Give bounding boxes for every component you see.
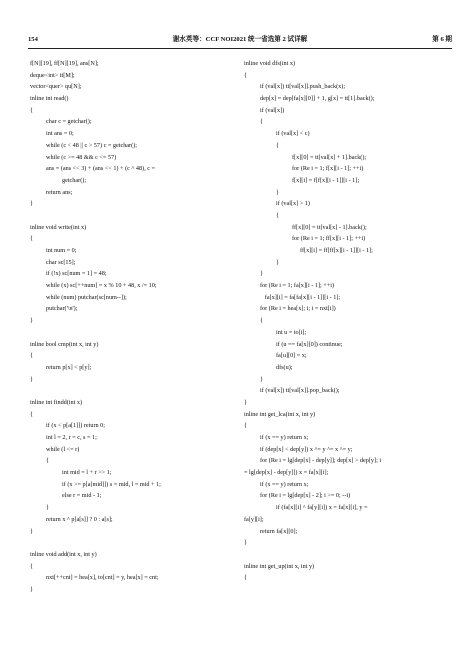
code-line: nxt[++cnt] = hea[x], to[cnt] = y, hea[x] = cnt;	[46, 574, 159, 582]
code-line: return p[x] < p[y];	[46, 363, 92, 371]
code-line: return x ^ p[a[s]] ? 0 : a[s];	[46, 515, 113, 523]
code-line: if (fa[x][i] ^ fa[y][i]) x = fa[x][i], y =	[276, 504, 368, 512]
issue-number: 第 6 期	[432, 36, 452, 43]
code-line	[30, 385, 226, 397]
code-line: while (l <= r)	[46, 445, 80, 453]
code-line: while (num) putchar(sc[num--]);	[46, 293, 127, 301]
code-line: dep[x] = dep[fa[x][0]] + 1, g[x] = tt[1].back();	[260, 95, 375, 103]
code-line: }	[30, 317, 33, 325]
code-line: if (val[x]) tt[val[x]].push_back(x);	[260, 83, 346, 91]
code-line: dfs(u);	[276, 363, 293, 371]
code-line: inline void dfs(int x)	[244, 60, 296, 67]
code-line: if (x == y) return x;	[260, 480, 309, 488]
code-line: ans = (ans << 3) + (ans << 1) + (c ^ 48), c =	[46, 165, 155, 173]
code-line: f[x][0] = tt[val[x] + 1].back();	[292, 153, 367, 161]
code-line: }	[30, 527, 33, 535]
code-line: for (Re i = 1; f[x][i - 1]; ++i)	[292, 165, 364, 173]
code-line: {	[30, 235, 33, 243]
code-line: int l = 2, r = c, s = 1;	[46, 434, 97, 441]
code-line: if (val[x] > 1)	[276, 200, 310, 208]
code-line: deque<int> tt[M];	[30, 71, 75, 79]
code-line: inline bool cmp(int x, int y)	[30, 340, 99, 348]
code-line: int num = 0;	[46, 247, 77, 254]
code-line: {	[30, 106, 33, 114]
code-line: return ans;	[46, 188, 73, 196]
code-line: }	[260, 270, 263, 278]
code-line: for (Re i = lg[dep[x] - dep[y]]; dep[x] > dep[y]; i	[260, 457, 382, 465]
code-line: else r = mid - 1;	[62, 492, 102, 500]
code-line: inline int findd(int x)	[30, 398, 83, 406]
code-line: f[x][i] = f[f[x][i - 1]][i - 1];	[292, 176, 360, 184]
header-rule	[28, 48, 452, 49]
code-line: inline void add(int x, int y)	[30, 550, 97, 558]
code-line: if (x == y) return x;	[260, 434, 309, 441]
code-line: getchar();	[62, 176, 87, 184]
code-line: while (x) sc[++num] = x % 10 + 48, x /= 10;	[46, 282, 157, 290]
code-line: while (c >= 48 && c <= 57)	[46, 153, 117, 161]
code-line: if (x < p[a[1]]) return 0;	[46, 422, 105, 430]
code-line: inline int get_up(int x, int y)	[244, 562, 315, 570]
code-line: char c = getchar();	[46, 118, 92, 126]
code-line: {	[244, 574, 247, 582]
code-line	[244, 549, 440, 561]
code-column-left	[30, 58, 226, 596]
code-line: }	[46, 504, 49, 512]
code-line: }	[276, 188, 279, 196]
code-line: if (val[x])	[260, 106, 285, 114]
code-line: }	[30, 375, 33, 383]
code-column-right	[244, 58, 440, 584]
code-line: if (u == fa[x][0]) continue;	[276, 340, 343, 348]
code-line: {	[260, 317, 263, 325]
code-line: f[N][19], ff[N][19], ans[N];	[30, 60, 99, 67]
code-line: return fa[x][0];	[260, 527, 298, 535]
code-line: {	[276, 211, 279, 219]
code-line: while (c < 48 || c > 57) c = getchar();	[46, 141, 137, 149]
code-line: }	[244, 539, 247, 547]
code-line: if (!x) sc[num = 1] = 48;	[46, 270, 107, 278]
code-line: {	[244, 422, 247, 430]
code-line: {	[276, 141, 279, 149]
code-line	[30, 210, 226, 222]
code-line: ff[x][0] = tt[val[x] - 1].back();	[292, 223, 367, 231]
code-line: int u = to[i];	[276, 328, 307, 336]
code-line: for (Re i = lg[dep[x] - 2]; i >= 0; --i)	[260, 492, 351, 500]
code-line: int ans = 0;	[46, 130, 74, 138]
code-line: ff[x][i] = ff[ff[x][i - 1]][i - 1];	[300, 247, 373, 254]
code-line: }	[260, 375, 263, 383]
code-line: for (Re i = 1; fa[x][i - 1]; ++i)	[260, 282, 335, 290]
code-line: fa[y][i];	[244, 515, 264, 523]
code-line: for (Re i = 1; ff[x][i - 1]; ++i)	[292, 235, 366, 243]
code-line: {	[30, 410, 33, 418]
code-line: if (val[x]) tt[val[x]].pop_back();	[260, 387, 340, 395]
code-line: {	[30, 562, 33, 570]
page-number: 154	[28, 36, 38, 43]
code-line: int mid = l + r >> 1;	[62, 469, 112, 477]
code-line: }	[30, 200, 33, 208]
code-line: putchar('\n');	[46, 305, 78, 313]
running-header	[28, 33, 452, 47]
code-line: if (dep[x] < dep[y]) x ^= y ^= x ^= y;	[260, 445, 353, 453]
code-line: fa[u][0] = x;	[276, 352, 307, 360]
code-line	[30, 327, 226, 339]
code-line: inline int get_lca(int x, int y)	[244, 410, 316, 418]
code-line	[30, 537, 226, 549]
code-line: fa[x][i] = fa[fa[x][i - 1]][i - 1];	[264, 293, 341, 301]
code-line: }	[244, 398, 247, 406]
code-line: {	[30, 352, 33, 360]
code-line: {	[46, 457, 49, 465]
code-line: }	[30, 585, 33, 593]
code-line: for (Re i = hea[x]; i; i = nxt[i])	[260, 305, 336, 313]
code-line: vector<quer> qu[N];	[30, 83, 82, 91]
code-line: = lg[dep[x] - dep[y]]) x = fa[x][i];	[244, 469, 329, 477]
code-line: if (val[x] < c)	[276, 130, 310, 138]
code-line: {	[260, 118, 263, 126]
code-line: inline int read()	[30, 95, 69, 103]
code-line: char sc[15];	[46, 258, 76, 266]
code-line: inline void write(int x)	[30, 223, 87, 231]
code-line: }	[276, 258, 279, 266]
code-line: {	[244, 71, 247, 79]
journal-title: 谢水英等：CCF NOI2021 统一省选第 2 试详解	[172, 36, 308, 43]
code-line: if (x >= p[a[mid]]) s = mid, l = mid + 1;	[62, 480, 161, 488]
